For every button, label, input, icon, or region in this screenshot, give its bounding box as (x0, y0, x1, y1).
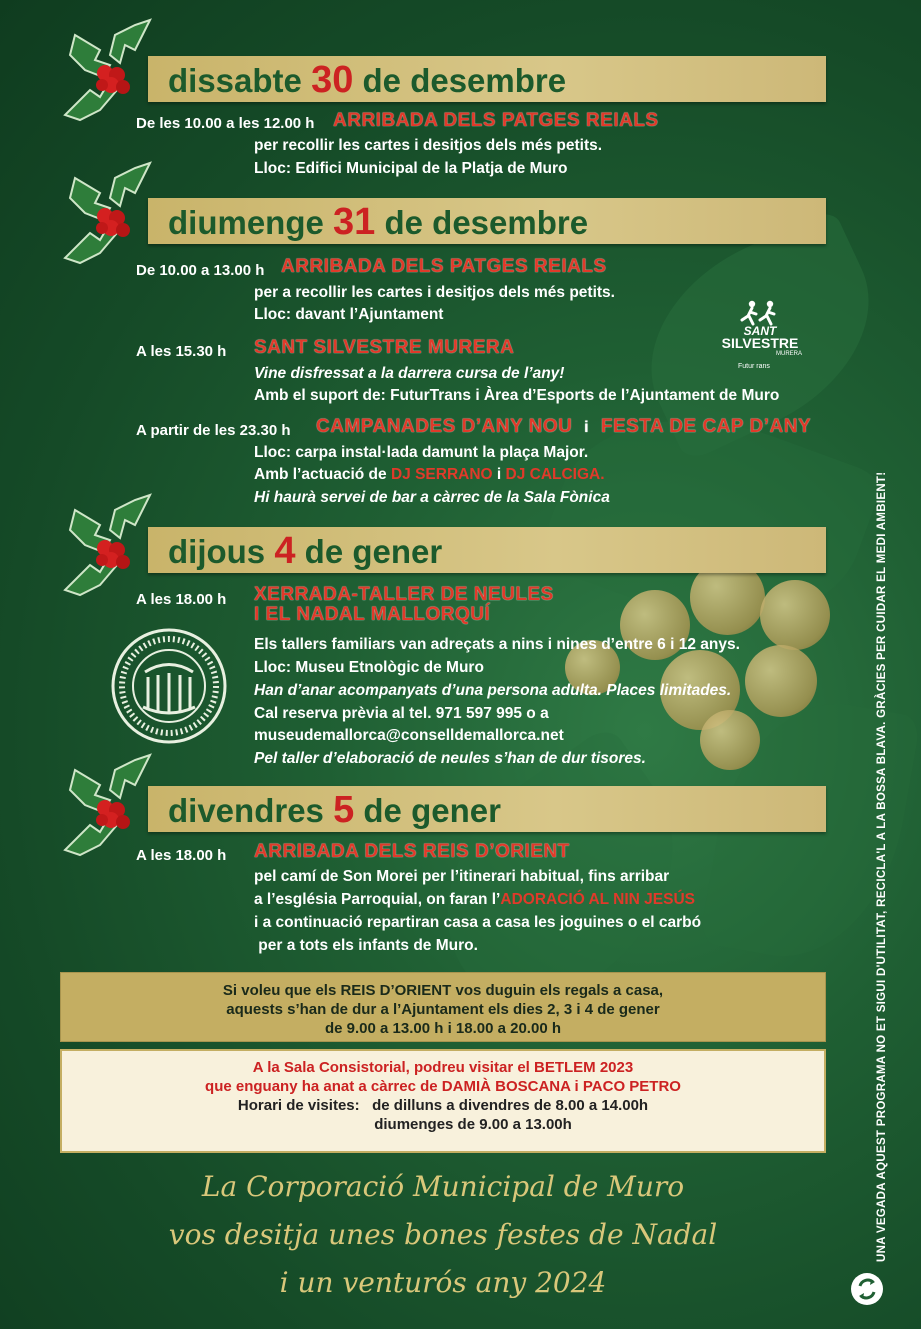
day-title: diumenge 31 de desembre (168, 201, 589, 243)
event-note: Pel taller d’elaboració de neules s’han de dur tisores. (254, 750, 646, 767)
event-title: CAMPANADES D’ANY NOU i FESTA DE CAP D’ANY (316, 416, 812, 437)
day-header-band (148, 56, 826, 102)
event-time: De 10.00 a 13.00 h (136, 262, 265, 279)
event-detail: a l’església Parroquial, on faran l’ADORACIÓ AL NIN JESÚS (254, 891, 696, 908)
event-time: De les 10.00 a les 12.00 h (136, 115, 315, 132)
event-detail: Vine disfressat a la darrera cursa de l’any! (254, 365, 565, 382)
event-title: ARRIBADA DELS REIS D’ORIENT (254, 841, 570, 862)
nativity-notice: A la Sala Consistorial, podreu visitar el BETLEM 2023 que enguany ha anat a càrrec de DAMIÀ BOSCANA i PACO PETRO Horari de visites: de dilluns a divendres de 8.00 a 14.00h diumenges de 9.00 a 13.00h (60, 1049, 826, 1153)
day-header-band (148, 527, 826, 573)
museum-logo-icon (110, 627, 228, 745)
day-title: divendres 5 de gener (168, 789, 501, 831)
event-location: Lloc: davant l’Ajuntament (254, 306, 444, 323)
greeting-line: i un venturós any 2024 (279, 1266, 607, 1299)
event-location: Lloc: Edifici Municipal de la Platja de Muro (254, 160, 568, 177)
logo-word: SILVESTRE (721, 335, 799, 351)
event-title: ARRIBADA DELS PATGES REIALS (281, 256, 607, 277)
day-header-band (148, 786, 826, 832)
gifts-notice: Si voleu que els REIS D’ORIENT vos duguin els regals a casa, aquests s’han de dur a l’Ajuntament els dies 2, 3 i 4 de gener de 9.00 a 13.00 h i 18.00 a 20.00 h (60, 972, 826, 1042)
recycle-icon (851, 1273, 883, 1305)
runners-icon (738, 300, 782, 326)
day-title: dijous 4 de gener (168, 530, 443, 572)
logo-word: SANT (743, 324, 777, 338)
greeting-line: La Corporació Municipal de Muro (201, 1170, 685, 1203)
event-title: ARRIBADA DELS PATGES REIALS (333, 110, 659, 131)
event-sponsor: Amb el suport de: FuturTrans i Àrea d’Esports de l’Ajuntament de Muro (254, 387, 780, 404)
event-time: A les 18.00 h (136, 591, 227, 608)
event-note: Hi haurà servei de bar a càrrec de la Sala Fònica (254, 489, 610, 506)
event-note: Han d’anar acompanyats d’una persona adulta. Places limitades. (254, 682, 732, 699)
day-title: dissabte 30 de desembre (168, 59, 567, 101)
event-detail: per recollir les cartes i desitjos dels més petits. (254, 137, 603, 154)
event-location: Lloc: carpa instal·lada damunt la plaça Major. (254, 444, 589, 461)
background-berry (700, 710, 760, 770)
event-title: XERRADA-TALLER DE NEULES I EL NADAL MALLORQUÍ (254, 584, 554, 625)
event-detail: per a recollir les cartes i desitjos dels més petits. (254, 284, 615, 301)
event-email-link[interactable]: museudemallorca@conselldemallorca.net (254, 727, 564, 744)
event-title: SANT SILVESTRE MURERA (254, 337, 515, 358)
event-location: Lloc: Museu Etnològic de Muro (254, 659, 484, 676)
event-performers: Amb l’actuació de DJ SERRANO i DJ CALCIGA. (254, 466, 605, 483)
event-contact: Cal reserva prèvia al tel. 971 597 995 o a (254, 705, 549, 722)
greeting-line: vos desitja unes bones festes de Nadal (168, 1218, 718, 1251)
futurtrans-logo: Futur rans (738, 363, 770, 370)
event-detail: Els tallers familiars van adreçats a nins i nines d’entre 6 i 12 anys. (254, 636, 740, 653)
background-berry (745, 645, 817, 717)
background-berry (760, 580, 830, 650)
logo-word: MURERA (775, 351, 802, 357)
event-detail: pel camí de Son Morei per l’itinerari habitual, fins arribar (254, 868, 670, 885)
event-detail: per a tots els infants de Muro. (254, 937, 478, 954)
event-time: A les 18.00 h (136, 847, 227, 864)
event-detail: i a continuació repartiran casa a casa les joguines o el carbó (254, 914, 702, 931)
recycling-side-text: UNA VEGADA AQUEST PROGRAMA NO ET SIGUI D'UTILITAT, RECICLA'L A LA BOSSA BLAVA. GRÀCIES PER CUIDAR EL MEDI AMBIENT! (876, 471, 888, 1262)
event-time: A les 15.30 h (136, 343, 227, 360)
day-header-band (148, 198, 826, 244)
sant-silvestre-logo (712, 300, 808, 378)
event-time: A partir de les 23.30 h (136, 422, 291, 439)
